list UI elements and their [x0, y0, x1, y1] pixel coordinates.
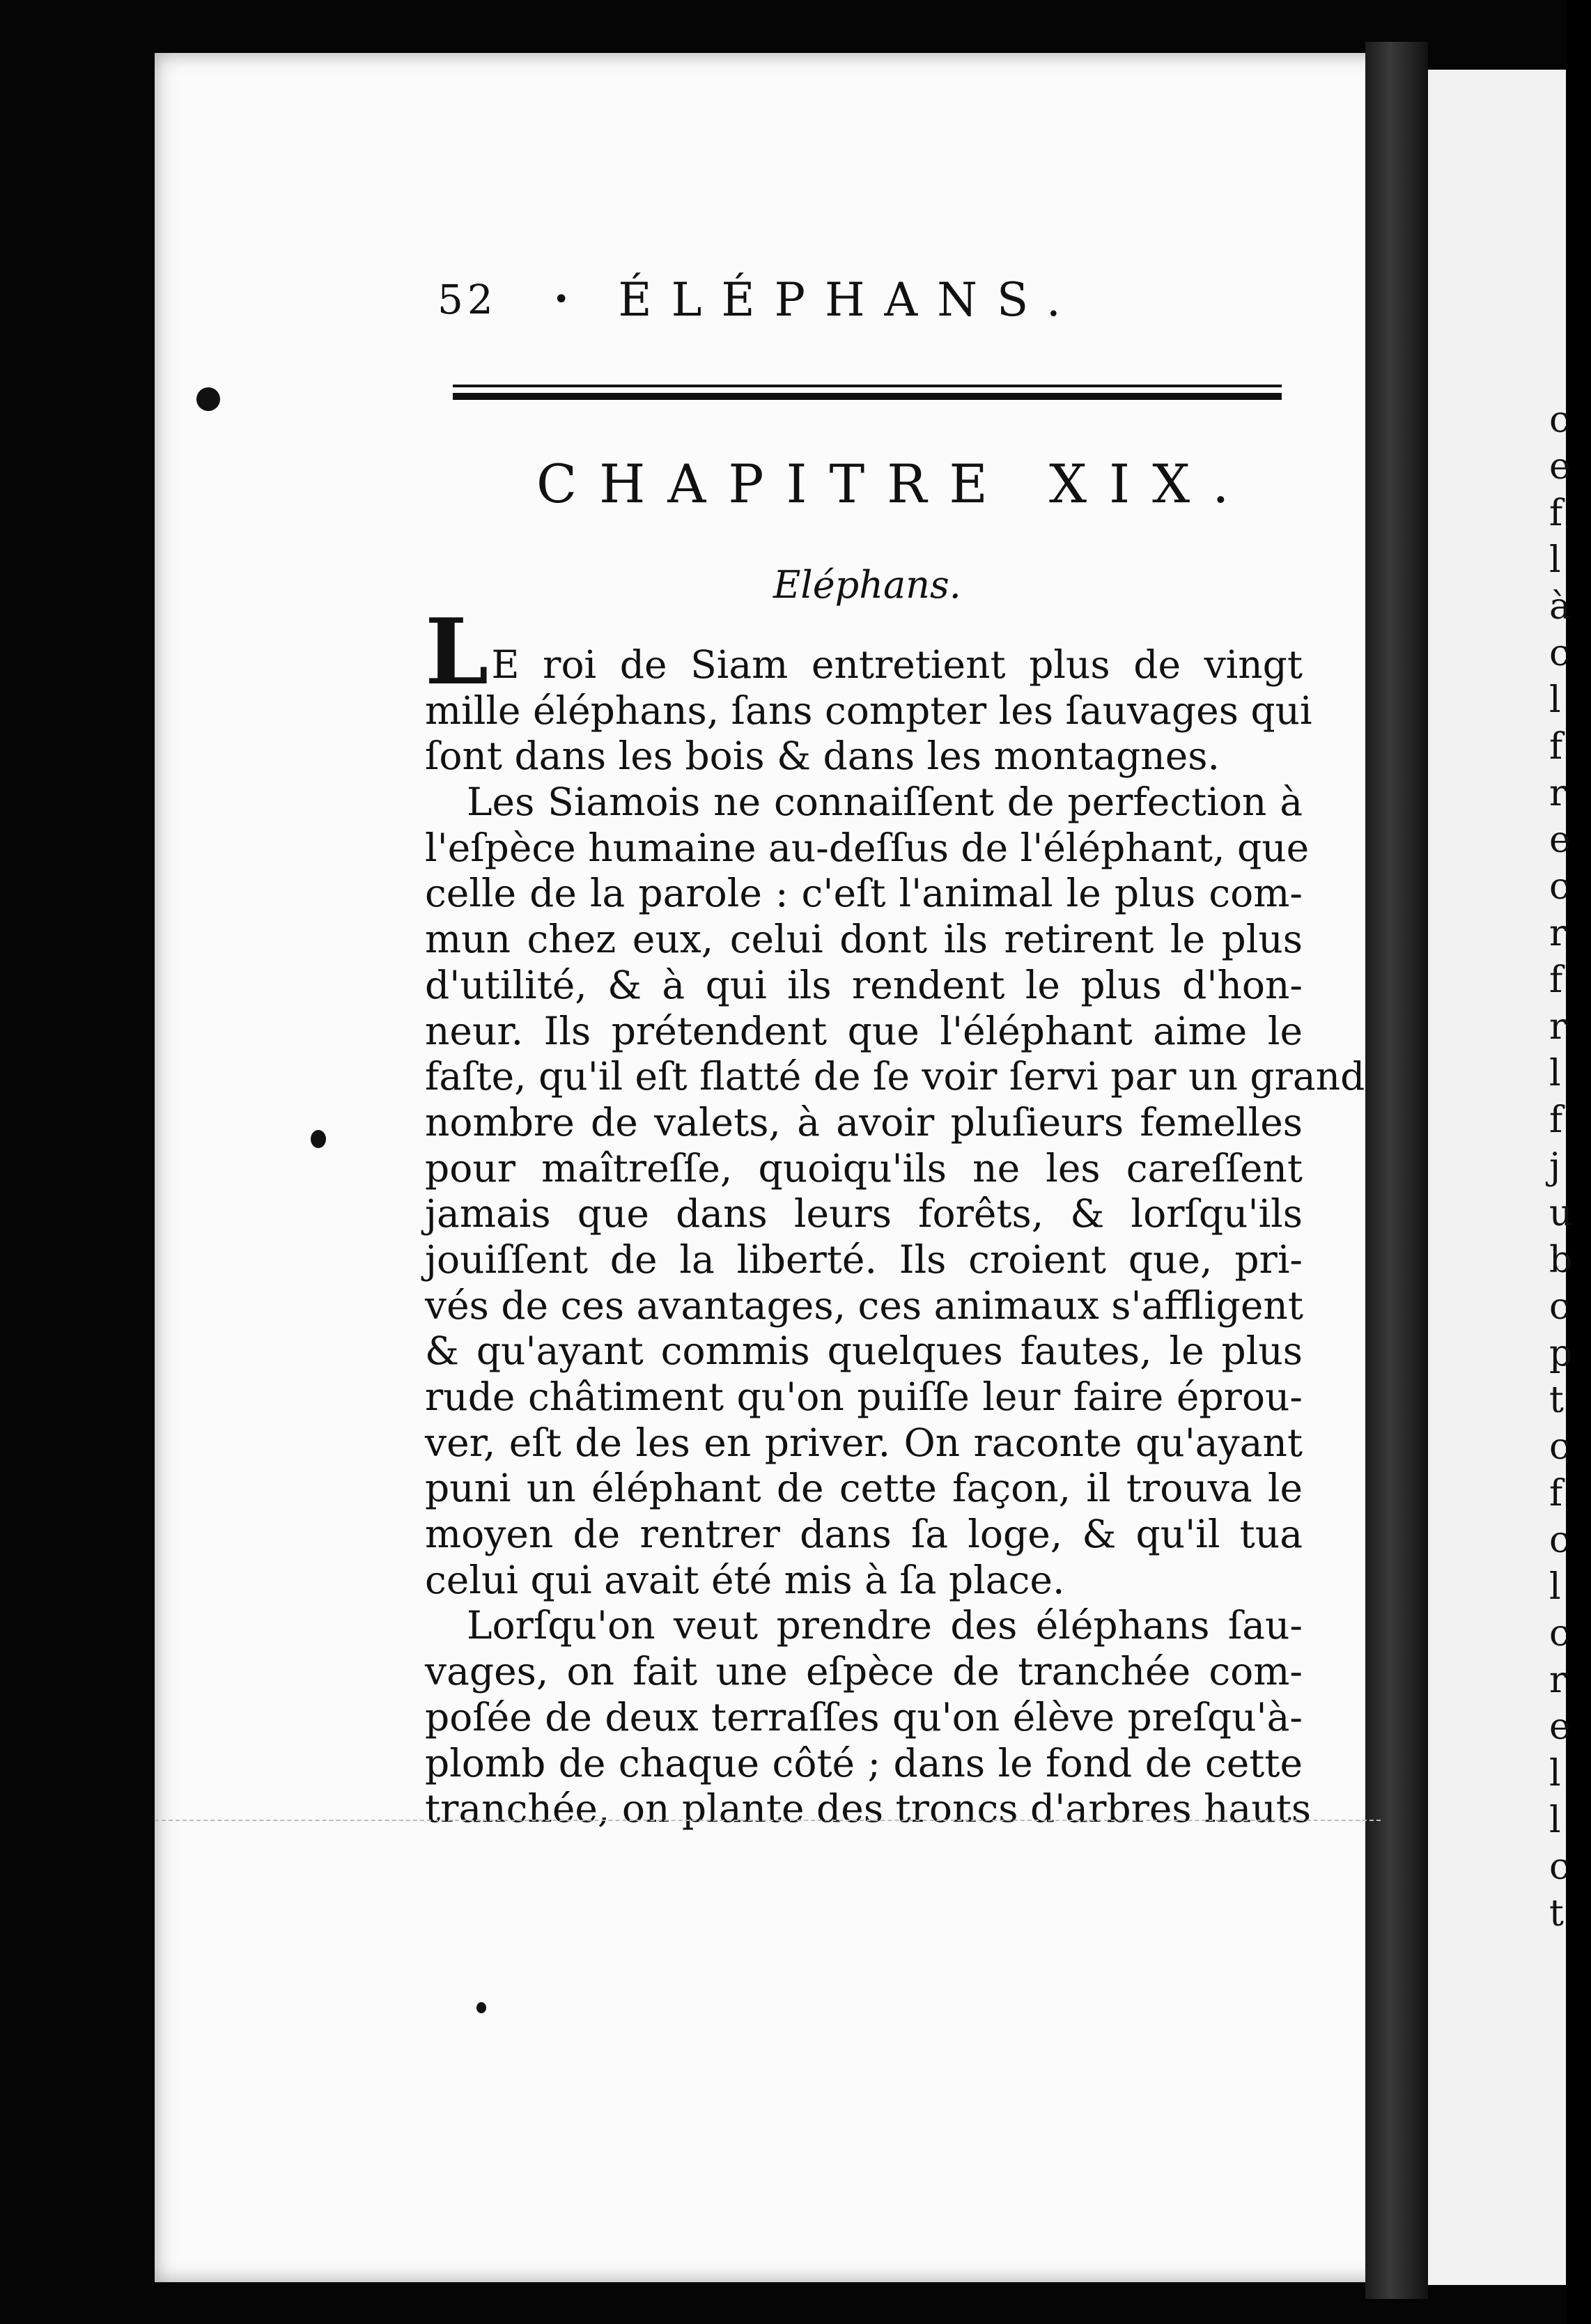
- line-text: tranchée, on plante des troncs d'arbres hauts: [425, 1786, 1312, 1831]
- text-line: [425, 1328, 1303, 1374]
- facing-page-letter: l: [1549, 1053, 1561, 1094]
- facing-page-edge: [1427, 70, 1573, 2285]
- running-head: [437, 272, 1134, 327]
- line-text: mille éléphans, ſans compter les ſauvages qui: [425, 688, 1312, 733]
- text-line: [425, 1191, 1303, 1237]
- facing-page-letter: f: [1549, 493, 1563, 534]
- line-text: vés de ces avantages, ces animaux s'affligent: [425, 1283, 1303, 1328]
- facing-page-letter: l: [1549, 1799, 1561, 1841]
- facing-page-letter: r: [1549, 773, 1567, 814]
- line-text: faſte, qu'il eſt flatté de ſe voir ſervi par un grand: [425, 1054, 1365, 1099]
- line-text: jouiſſent de la liberté. Ils croient que, pri-: [425, 1237, 1303, 1282]
- facing-page-letter: f: [1549, 726, 1563, 768]
- facing-page-letter: e: [1549, 819, 1571, 861]
- line-text: d'utilité, & à qui ils rendent le plus d'hon-: [425, 962, 1303, 1007]
- ink-speck: [196, 387, 220, 411]
- text-line: [425, 871, 1303, 917]
- facing-page-letter: c: [1549, 1519, 1570, 1561]
- text-line: [425, 1741, 1303, 1787]
- facing-page-letter: c: [1549, 1426, 1570, 1468]
- text-line: [425, 1695, 1303, 1741]
- text-line: [425, 1603, 1303, 1649]
- text-line: [425, 917, 1303, 963]
- line-text: pour maîtreſſe, quoiqu'ils ne les careſſent: [425, 1145, 1303, 1191]
- line-text: moyen de rentrer dans ſa loge, & qu'il tua: [425, 1512, 1303, 1557]
- text-line: [425, 1237, 1303, 1283]
- line-text: rude châtiment qu'on puiſſe leur faire éprou-: [425, 1374, 1303, 1419]
- line-text: Les Siamois ne connaiſſent de perfection à: [467, 780, 1303, 825]
- facing-page-letter: c: [1549, 633, 1570, 674]
- facing-page-letter: b: [1549, 1239, 1573, 1281]
- text-line: [425, 1466, 1303, 1512]
- text-line: [425, 1649, 1303, 1695]
- line-text: mun chez eux, celui dont ils retirent le plus: [425, 917, 1303, 962]
- line-text: celui qui avait été mis à ſa place.: [425, 1557, 1065, 1602]
- facing-page-letter: r: [1549, 1659, 1567, 1701]
- text-line: [425, 598, 1303, 705]
- line-text: Lorſqu'on veut prendre des éléphans ſau-: [467, 1603, 1303, 1648]
- text-line: [425, 825, 1310, 872]
- facing-page-letter: c: [1549, 866, 1570, 908]
- facing-page-letter: l: [1549, 539, 1561, 581]
- line-text: l'eſpèce humaine au-deſſus de l'éléphant, que: [425, 825, 1310, 870]
- line-text: jamais que dans leurs forêts, & lorſqu'ils: [425, 1191, 1303, 1237]
- text-line: [425, 1420, 1303, 1466]
- text-line: [425, 1009, 1303, 1055]
- facing-page-letter: l: [1549, 1753, 1561, 1795]
- facing-page-letter: c: [1549, 1846, 1570, 1888]
- text-line: [425, 1100, 1303, 1146]
- drop-cap: L: [425, 598, 489, 705]
- facing-page-letter: l: [1549, 1566, 1561, 1608]
- ink-speck: [311, 1130, 326, 1148]
- text-line: [425, 963, 1303, 1009]
- line-text: ſont dans les bois & dans les montagnes.: [425, 734, 1220, 779]
- body-text: [425, 598, 1365, 1832]
- line-text: poſée de deux terraſſes qu'on élève preſqu'à-: [425, 1694, 1303, 1740]
- text-line: [425, 1054, 1365, 1100]
- line-text: puni un éléphant de cette façon, il trouva le: [425, 1466, 1303, 1511]
- facing-page-letter: e: [1549, 1706, 1571, 1748]
- chapter-title: CHAPITRE XIX.: [536, 453, 1252, 515]
- facing-page-letter: c: [1549, 1286, 1570, 1328]
- facing-page-letter: l: [1549, 679, 1561, 721]
- line-text: & qu'ayant commis quelques fautes, le plus: [425, 1328, 1303, 1374]
- text-line: [425, 1512, 1303, 1558]
- line-text: E roi de Siam entretient plus de vingt: [491, 642, 1303, 687]
- line-text: vages, on fait une eſpèce de tranchée com-: [425, 1649, 1303, 1694]
- facing-page-letter: p: [1549, 1333, 1573, 1374]
- facing-page-letter: r: [1549, 1006, 1567, 1048]
- text-line: [425, 780, 1303, 826]
- running-title: ÉLÉPHANS.: [618, 272, 1080, 327]
- text-line: [425, 1283, 1303, 1329]
- facing-page-letter: f: [1549, 959, 1563, 1001]
- page-fold-line: [155, 1820, 1381, 1821]
- page-number: 52: [437, 276, 497, 323]
- line-text: nombre de valets, à avoir pluſieurs femelles: [425, 1099, 1303, 1145]
- line-text: celle de la parole : c'eſt l'animal le plus com-: [425, 871, 1303, 916]
- facing-page-letter: f: [1549, 1099, 1563, 1141]
- facing-page-letter: f: [1549, 1473, 1563, 1515]
- facing-page-letter: t: [1549, 1379, 1564, 1421]
- line-text: ver, eſt de les en priver. On raconte qu'ayant: [425, 1420, 1303, 1465]
- bullet-ornament: •: [552, 284, 570, 316]
- book-gutter: [1365, 42, 1428, 2299]
- text-line: [425, 1558, 1303, 1604]
- text-line: [425, 1146, 1303, 1192]
- facing-page-letter: e: [1549, 446, 1571, 488]
- line-text: neur. Ils prétendent que l'éléphant aime le: [425, 1008, 1303, 1053]
- facing-page-letter: c: [1549, 1613, 1570, 1655]
- facing-page-letter: t: [1549, 1893, 1564, 1935]
- line-text: plomb de chaque côté ; dans le fond de cette: [425, 1740, 1303, 1785]
- section-title: Eléphans.: [773, 563, 961, 607]
- text-line: [425, 1374, 1303, 1420]
- facing-page-letter: à: [1549, 586, 1571, 628]
- facing-page-letter: r: [1549, 913, 1567, 954]
- text-line: [425, 688, 1312, 734]
- text-line: [425, 1786, 1312, 1832]
- header-rule: [453, 385, 1282, 400]
- facing-page-letter: u: [1549, 1193, 1573, 1234]
- text-line: [425, 734, 1303, 780]
- facing-page-letter: j: [1549, 1146, 1561, 1188]
- ink-speck: [476, 2002, 486, 2013]
- facing-page-letter: c: [1549, 399, 1570, 441]
- facing-page-letters: [1549, 397, 1591, 1937]
